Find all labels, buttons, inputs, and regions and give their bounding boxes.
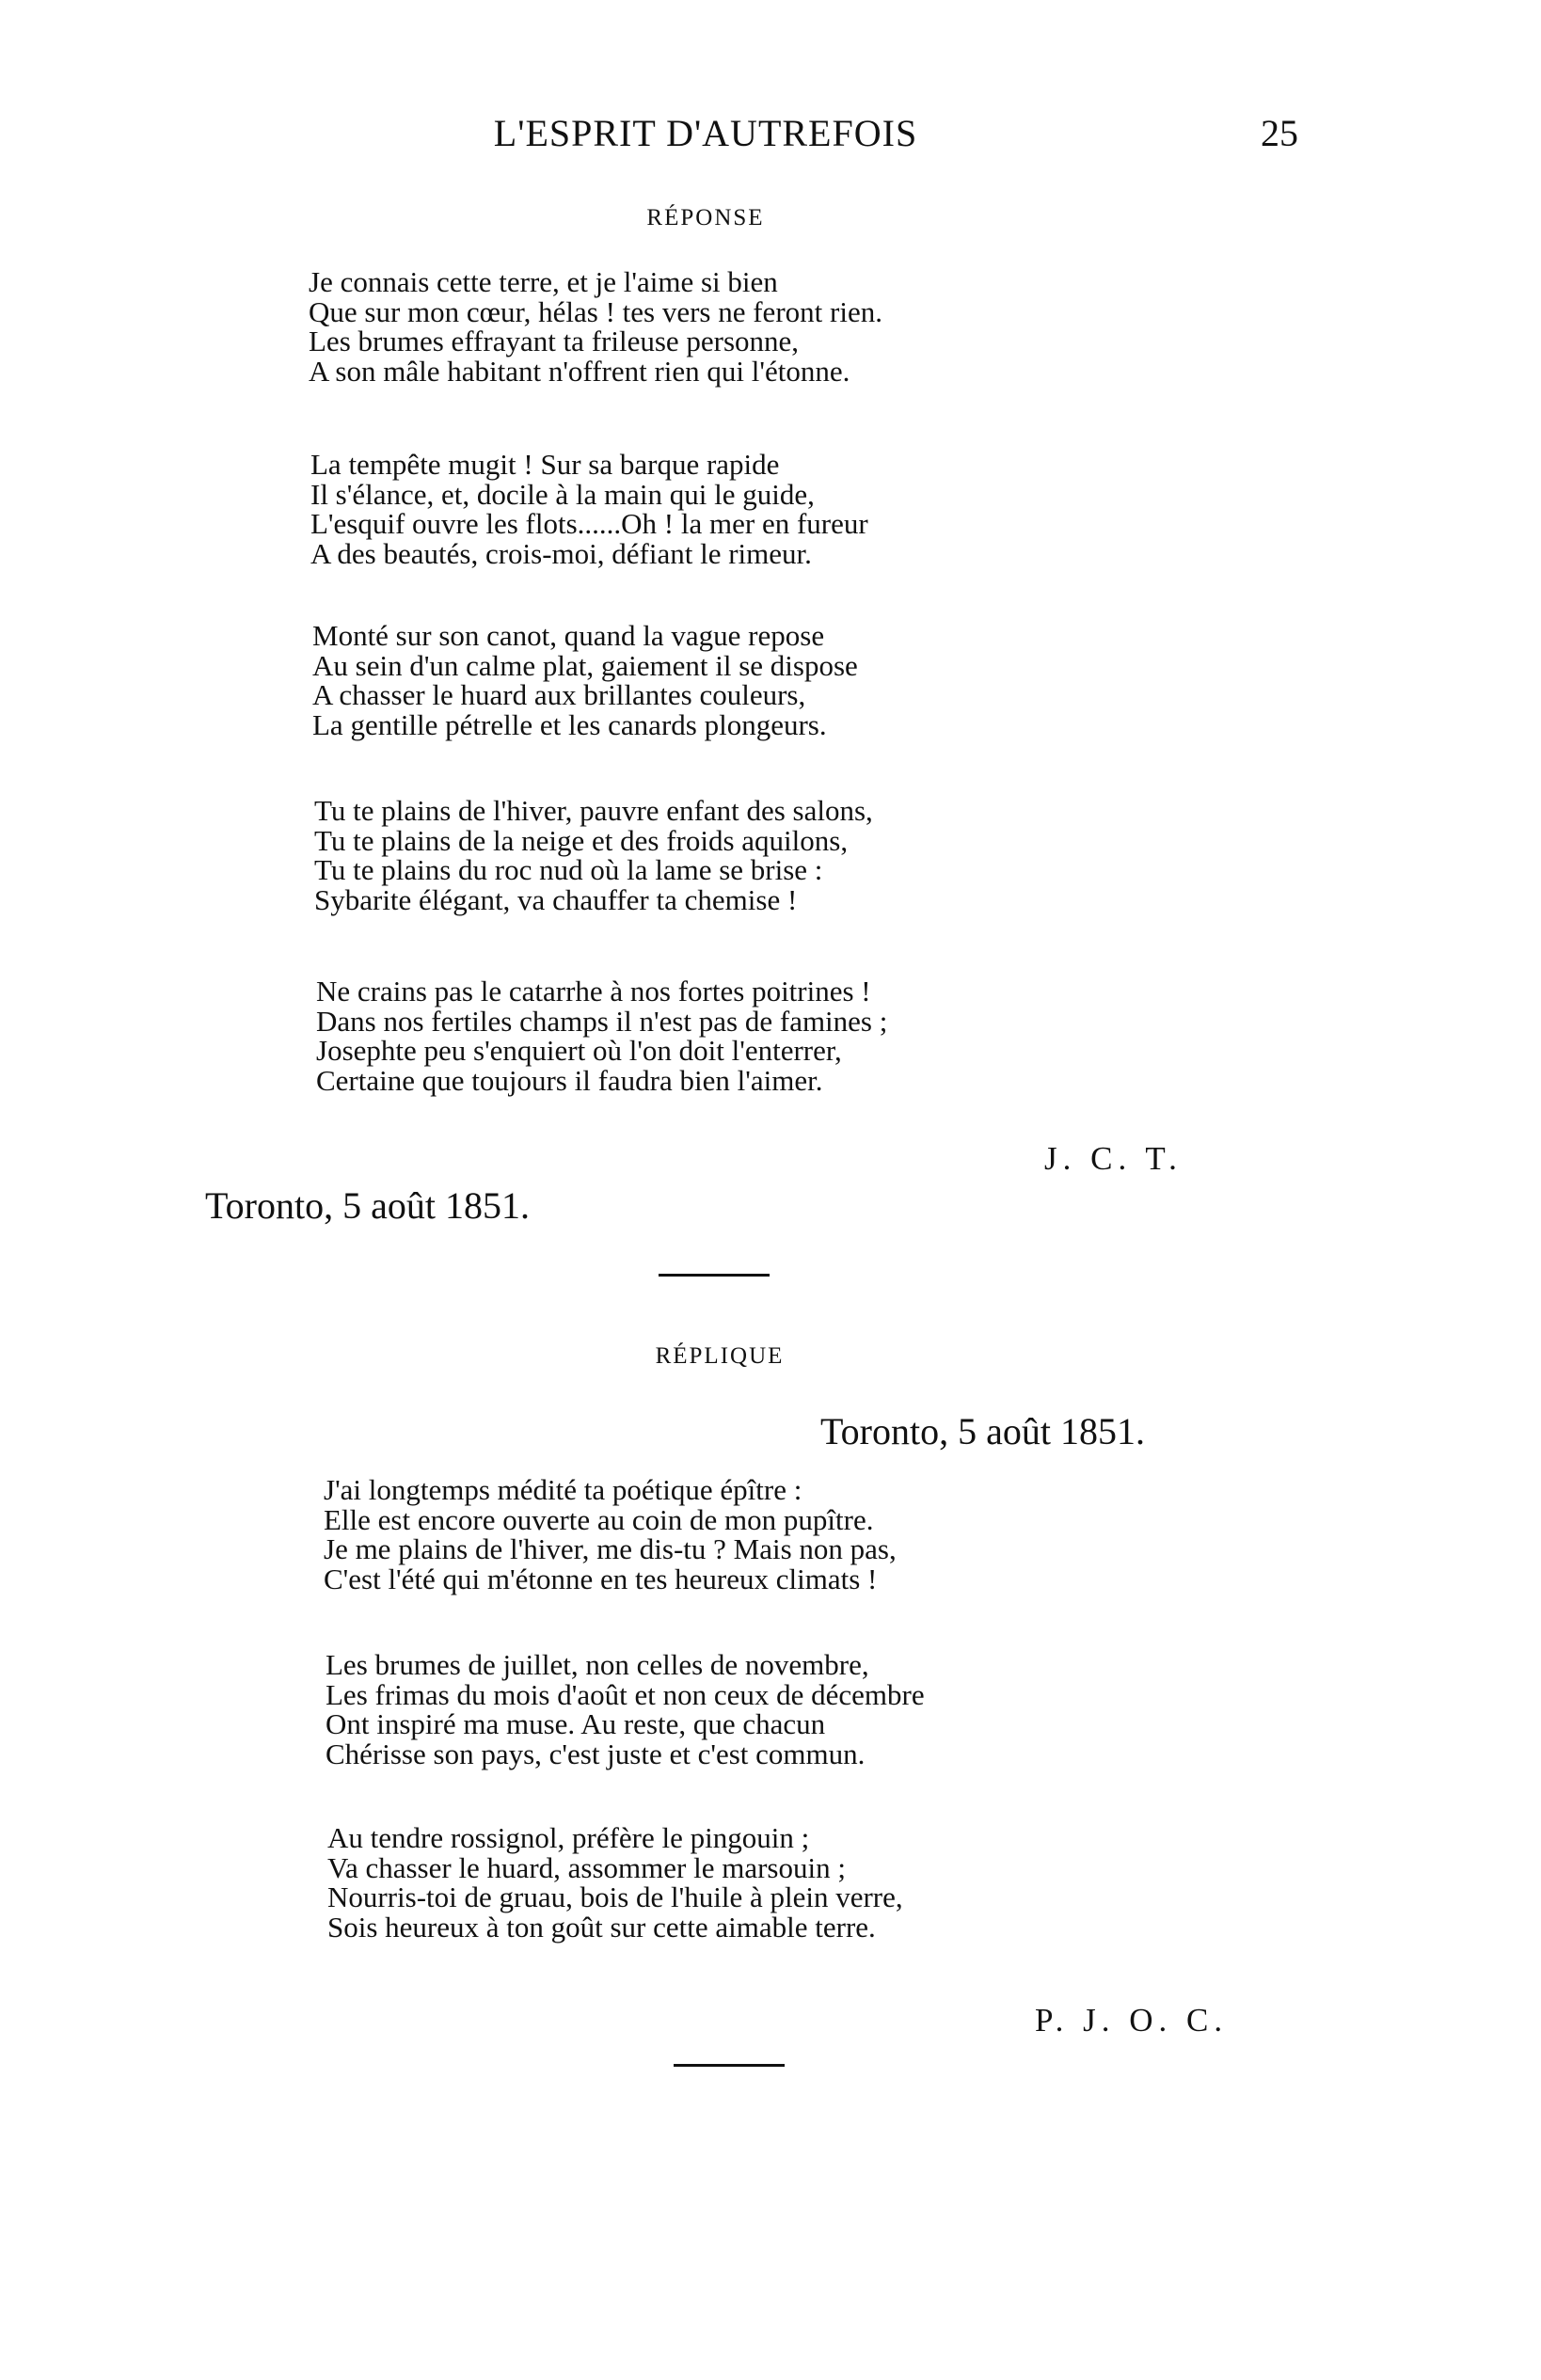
poem-line: Que sur mon cœur, hélas ! tes vers ne feront rien.	[309, 294, 882, 328]
replique-stanza-1	[324, 1475, 897, 1594]
poem-line: Va chasser le huard, assommer le marsouin ;	[327, 1850, 846, 1884]
page-number: 25	[1261, 112, 1298, 154]
poem-line: Sybarite élégant, va chauffer ta chemise !	[314, 882, 798, 916]
section-divider	[659, 1274, 770, 1277]
reponse-signature: J. C. T.	[1044, 1140, 1183, 1177]
poem-line: Tu te plains de l'hiver, pauvre enfant des salons,	[314, 794, 873, 827]
poem-line: A chasser le huard aux brillantes couleurs,	[312, 678, 806, 711]
replique-heading: RÉPLIQUE	[655, 1343, 785, 1369]
reponse-stanza-2	[310, 450, 868, 568]
poem-line: Chérisse son pays, c'est juste et c'est commun.	[326, 1737, 866, 1770]
replique-signature: P. J. O. C.	[1035, 2002, 1229, 2039]
poem-line: Certaine que toujours il faudra bien l'aimer.	[316, 1063, 823, 1097]
poem-line: Nourris-toi de gruau, bois de l'huile à plein verre,	[327, 1880, 903, 1913]
reponse-place-date: Toronto, 5 août 1851.	[205, 1184, 530, 1227]
poem-line: Les brumes de juillet, non celles de novembre,	[326, 1648, 869, 1681]
reponse-stanza-4	[314, 796, 873, 914]
poem-line: Tu te plains de la neige et des froids aquilons,	[314, 823, 849, 857]
poem-line: Elle est encore ouverte au coin de mon pupître.	[324, 1502, 874, 1536]
poem-line: Josephte peu s'enquiert où l'on doit l'enterrer,	[316, 1034, 842, 1067]
poem-line: C'est l'été qui m'étonne en tes heureux climats !	[324, 1562, 878, 1595]
reponse-stanza-1	[309, 267, 882, 386]
replique-stanza-3	[327, 1823, 903, 1942]
poem-line: Ont inspiré ma muse. Au reste, que chacun	[326, 1707, 826, 1740]
poem-line: Au tendre rossignol, préfère le pingouin ;	[327, 1821, 810, 1854]
poem-line: Tu te plains du roc nud où la lame se brise :	[314, 853, 823, 886]
poem-line: Au sein d'un calme plat, gaiement il se dispose	[312, 648, 858, 682]
poem-line: A son mâle habitant n'offrent rien qui l'étonne.	[309, 354, 850, 388]
poem-line: La tempête mugit ! Sur sa barque rapide	[310, 448, 780, 481]
poem-line: A des beautés, crois-moi, défiant le rimeur.	[310, 536, 812, 570]
poem-line: Dans nos fertiles champs il n'est pas de famines ;	[316, 1004, 888, 1038]
section-divider	[674, 2064, 785, 2067]
running-title: L'ESPRIT D'AUTREFOIS	[493, 112, 918, 154]
reponse-stanza-3	[312, 621, 858, 739]
poem-line: Ne crains pas le catarrhe à nos fortes poitrines !	[316, 975, 871, 1008]
poem-line: Je connais cette terre, et je l'aime si bien	[309, 265, 778, 298]
reponse-stanza-5	[316, 976, 887, 1095]
poem-line: Monté sur son canot, quand la vague repose	[312, 619, 825, 652]
poem-line: La gentille pétrelle et les canards plongeurs.	[312, 707, 827, 741]
poem-line: L'esquif ouvre les flots......Oh ! la mer en fureur	[310, 507, 868, 540]
poem-line: J'ai longtemps médité ta poétique épître :	[324, 1473, 802, 1506]
poem-line: Les brumes effrayant ta frileuse personne,	[309, 325, 800, 357]
reponse-heading: RÉPONSE	[646, 205, 765, 230]
poem-line: Il s'élance, et, docile à la main qui le guide,	[310, 477, 815, 511]
poem-line: Sois heureux à ton goût sur cette aimable terre.	[327, 1910, 876, 1944]
replique-stanza-2	[326, 1650, 925, 1769]
poem-line: Les frimas du mois d'août et non ceux de décembre	[326, 1677, 925, 1711]
poem-line: Je me plains de l'hiver, me dis-tu ? Mais non pas,	[324, 1532, 897, 1565]
replique-place-date: Toronto, 5 août 1851.	[820, 1410, 1145, 1452]
